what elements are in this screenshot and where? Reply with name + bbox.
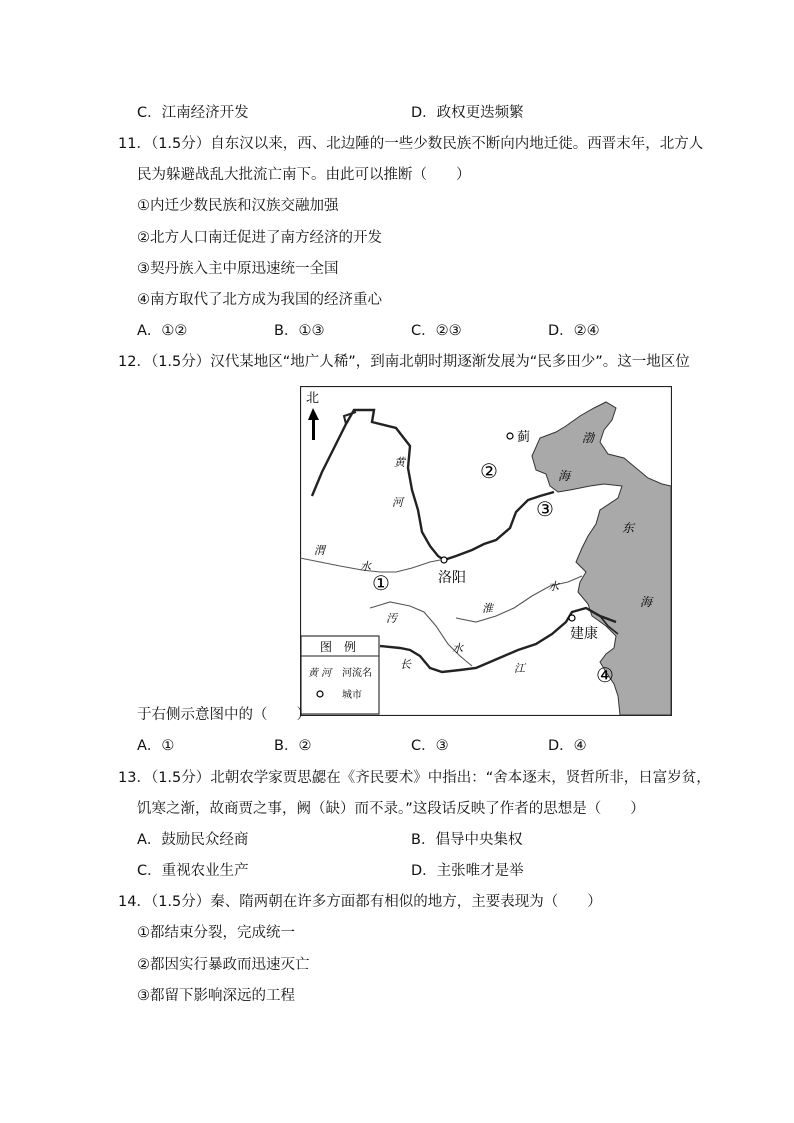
river-jiang: 江 [514,662,525,675]
legend-river-desc: 河流名 [342,668,372,679]
map-figure [300,386,672,716]
q12-option-a: A．① [137,738,175,754]
sea-bo: 渤 [582,431,595,445]
option-d: D．政权更迭频繁 [411,105,524,121]
city-ji: 蓟 [517,430,531,445]
city-jiankang: 建康 [570,626,598,642]
marker-2: ② [480,459,498,483]
q12-stem-line2: 于右侧示意图中的（ ） [137,707,311,723]
q13-stem-line2: 饥寒之渐，故商贾之事，阙（缺）而不录。”这段话反映了作者的思想是（ ） [137,801,645,817]
q11-item-4: ④南方取代了北方成为我国的经济重心 [137,292,382,308]
sea-hai-1: 海 [558,469,571,483]
sea-dong: 东 [622,521,635,535]
river-wei-2: 水 [360,560,371,573]
map-drawing [300,386,672,716]
legend-title: 图 例 [320,640,357,654]
marker-1: ① [372,571,390,595]
river-han-2: 水 [452,642,463,655]
q11-option-a: A．①② [137,323,188,339]
legend-city-desc: 城市 [342,690,362,701]
river-huai-2: 水 [548,580,559,593]
q11-item-2: ②北方人口南迁促进了南方经济的开发 [137,230,382,246]
river-chang: 长 [400,658,411,671]
q14-item-2: ②都因实行暴政而迅速灭亡 [137,957,310,973]
q13-option-a: A．鼓励民众经商 [137,832,249,848]
q12-stem-line1: 12．（1.5分）汉代某地区“地广人稀”，到南北朝时期逐渐发展为“民多田少”。这一地区位 [118,354,690,370]
legend-river-sample: 黄 河 [308,668,332,679]
q11-option-c: C．②③ [411,323,462,339]
q14-stem: 14．（1.5分）秦、隋两朝在许多方面都有相似的地方，主要表现为（ ） [118,894,602,910]
q14-item-1: ①都结束分裂，完成统一 [137,925,295,941]
option-c: C．江南经济开发 [137,105,249,121]
q12-option-c: C．③ [411,738,449,754]
q11-item-3: ③契丹族入主中原迅速统一全国 [137,261,339,277]
river-huang-1: 黄 [394,456,405,469]
q13-option-b: B．倡导中央集权 [411,832,523,848]
river-han-1: 汚 [386,612,397,625]
q11-stem-line2: 民为躲避战乱大批流亡南下。由此可以推断（ ） [137,167,471,183]
q14-item-3: ③都留下影响深远的工程 [137,988,295,1004]
q11-option-b: B．①③ [274,323,325,339]
marker-3: ③ [536,497,554,521]
river-huai-1: 淮 [482,602,493,615]
q13-option-c: C．重视农业生产 [137,863,249,879]
q11-stem-line1: 11．（1.5分）自东汉以来，西、北边陲的一些少数民族不断向内地迁徙。西晋末年，北方人 [118,136,704,152]
q13-option-d: D．主张唯才是举 [411,863,524,879]
river-wei-1: 渭 [314,544,325,557]
river-huang-2: 河 [392,496,403,509]
q12-option-d: D．④ [548,738,587,754]
q11-item-1: ①内迁少数民族和汉族交融加强 [137,198,339,214]
q11-option-d: D．②④ [548,323,600,339]
north-label: 北 [306,391,320,406]
q13-stem-line1: 13．（1.5分）北朝农学家贾思勰在《齐民要术》中指出：“舍本逐末，贤哲所非，日富岁贫， [118,770,711,786]
sea-hai-2: 海 [640,595,653,609]
city-luoyang: 洛阳 [438,570,466,586]
marker-4: ④ [596,663,614,687]
q12-option-b: B．② [274,738,312,754]
